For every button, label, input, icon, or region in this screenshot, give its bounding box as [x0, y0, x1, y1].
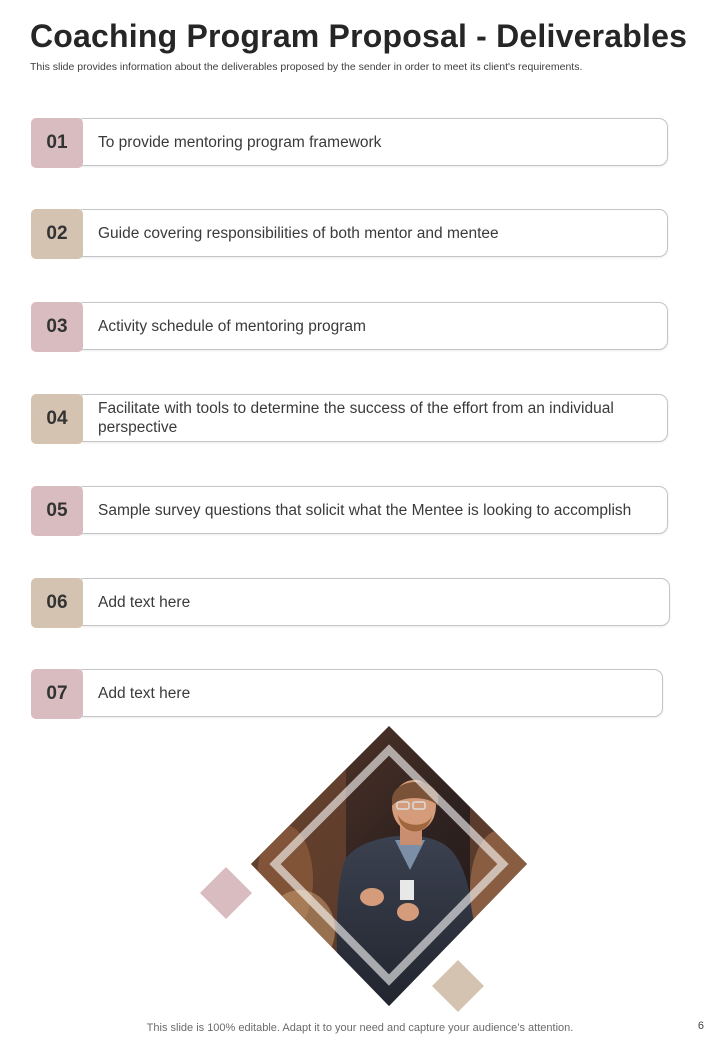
deliverable-number-badge: 01: [31, 118, 83, 168]
deliverable-text: To provide mentoring program framework: [98, 133, 382, 151]
deliverable-text-box: [75, 209, 668, 257]
page-title: Coaching Program Proposal - Deliverables: [30, 18, 688, 54]
page-number: 6: [697, 1020, 704, 1032]
deliverable-item: [31, 118, 668, 168]
deliverable-number-badge: 06: [31, 578, 83, 628]
deliverable-number-badge: 05: [31, 486, 83, 536]
deliverable-text-box: [75, 578, 670, 626]
deliverable-item: [31, 394, 668, 444]
decor-diamond-tan: [432, 960, 484, 1012]
decor-diamond-rose: [200, 867, 252, 919]
deliverable-text-box: [75, 669, 663, 717]
deliverable-item: [31, 669, 663, 719]
deliverable-text: Add text here: [98, 684, 191, 702]
deliverable-number-badge: 02: [31, 209, 83, 259]
photo-frame-outline: [275, 750, 503, 980]
page-subtitle: This slide provides information about the deliverables proposed by the sender in order to meet its client's requirements.: [30, 61, 583, 73]
footer-note: This slide is 100% editable. Adapt it to your need and capture your audience’s attention.: [146, 1022, 574, 1034]
deliverable-number-badge: 07: [31, 669, 83, 719]
deliverable-number-badge: 03: [31, 302, 83, 352]
deliverable-text: Guide covering responsibilities of both mentor and mentee: [98, 224, 499, 242]
deliverable-text: Add text here: [98, 593, 191, 611]
deliverable-item: [31, 486, 668, 536]
deliverable-number-badge: 04: [31, 394, 83, 444]
deliverable-text: Facilitate with tools to determine the success of the effort from an individual perspective: [98, 400, 614, 436]
deliverable-text-box: [75, 486, 668, 534]
deliverable-text-box: [75, 118, 668, 166]
deliverable-item: [31, 578, 670, 628]
deliverable-item: [31, 209, 668, 259]
photo-mentoring-session: [251, 726, 530, 1006]
deliverable-text-box: [75, 394, 668, 442]
deliverable-text-box: [75, 302, 668, 350]
deliverable-item: [31, 302, 668, 352]
deliverable-text: Activity schedule of mentoring program: [98, 317, 366, 335]
deliverable-text: Sample survey questions that solicit what the Mentee is looking to accomplish: [98, 501, 632, 519]
